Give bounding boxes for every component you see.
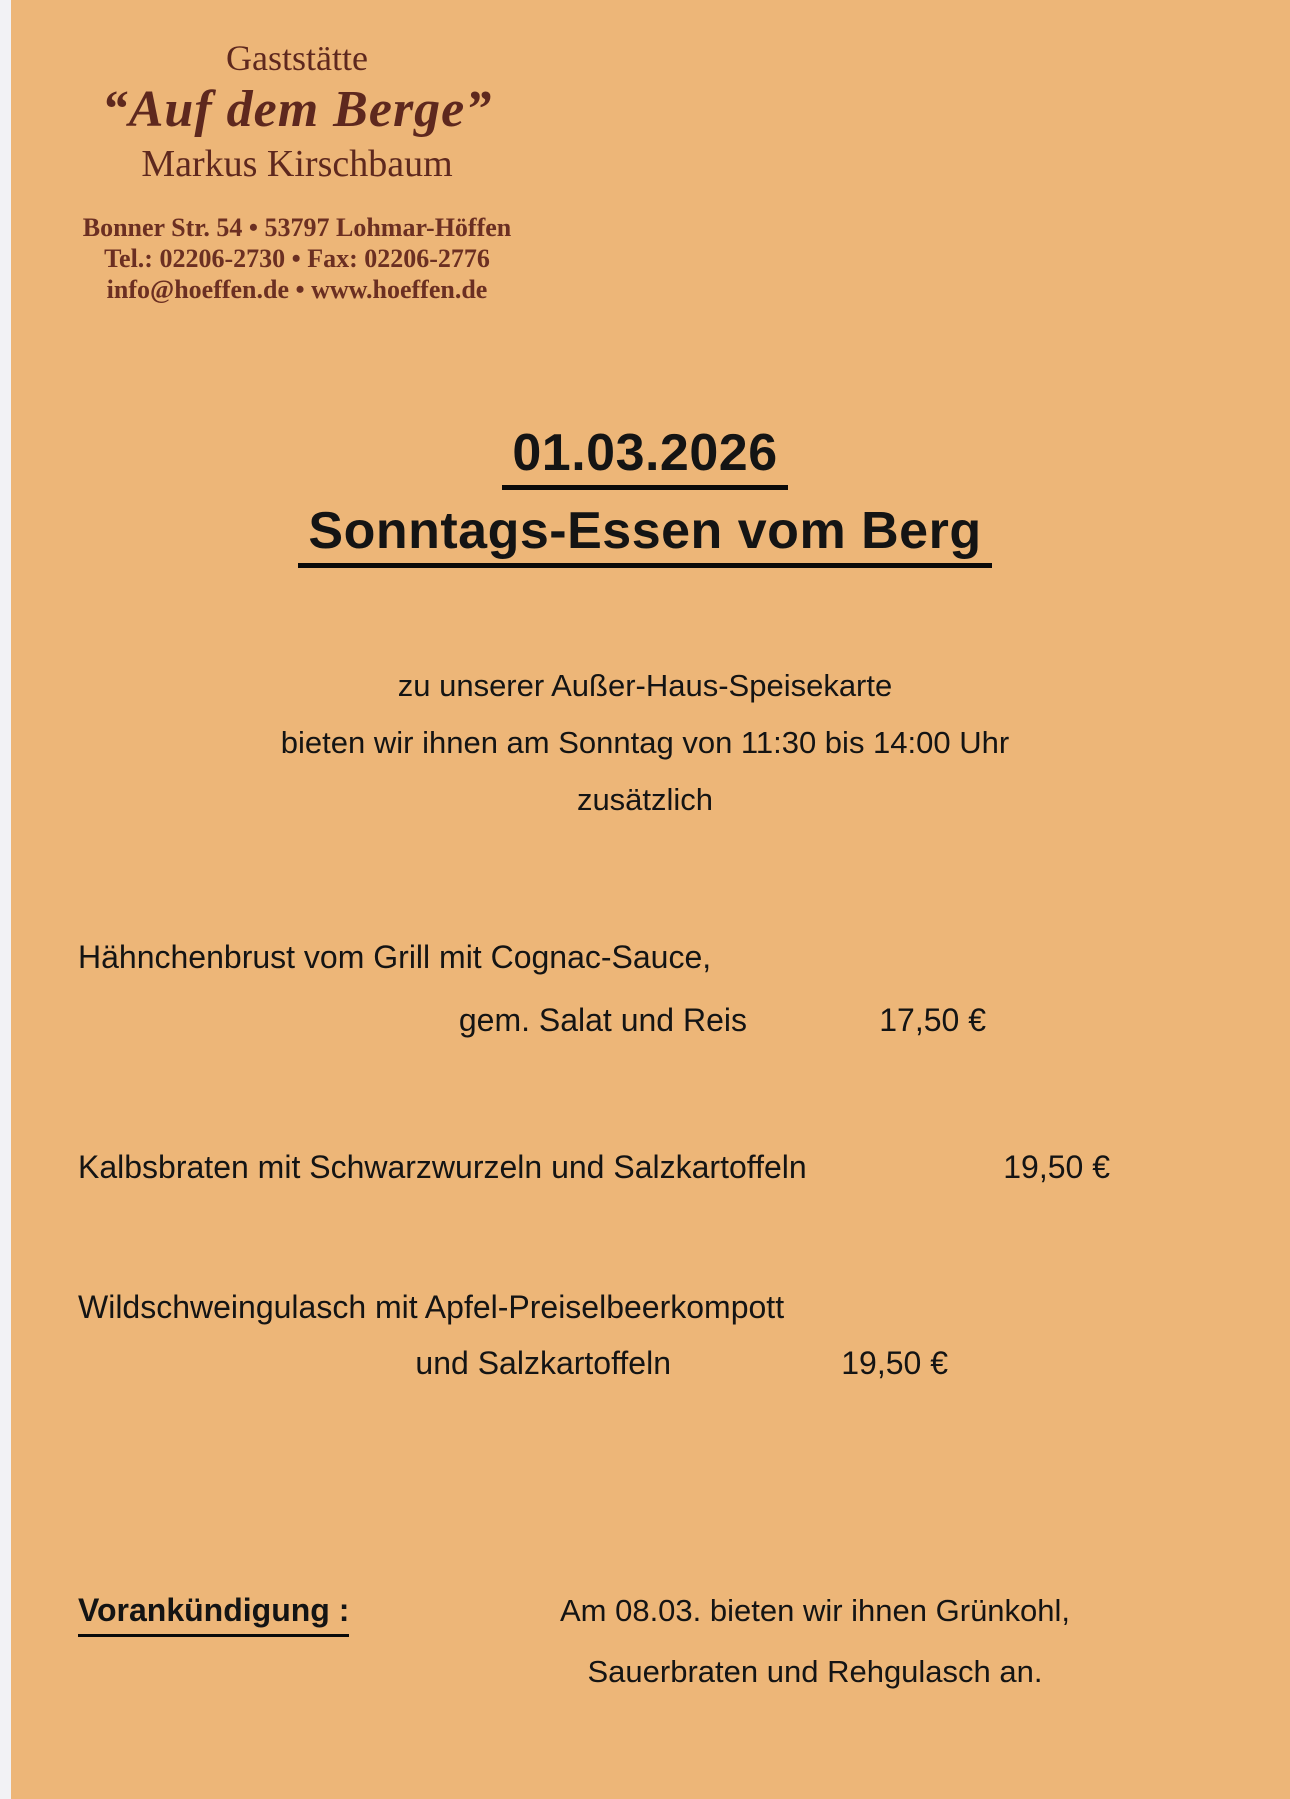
menu-date-line [0, 423, 1290, 483]
dish-continuation-row [78, 1328, 1110, 1384]
email-web-line: info@hoeffen.de • www.hoeffen.de [106, 275, 488, 304]
dish-name: Kalbsbraten mit Schwarzwurzeln und Salzkartoffeln [78, 1149, 807, 1185]
owner-name: Markus Kirschbaum [141, 143, 453, 185]
announcement-label-line [78, 1592, 349, 1629]
dish-continuation: gem. Salat und Reis [458, 1002, 747, 1038]
address-line: Bonner Str. 54 • 53797 Lohmar-Höffen [82, 213, 512, 242]
dish-continuation: und Salzkartoffeln [415, 1345, 671, 1381]
restaurant-name: “Auf dem Berge” [101, 81, 493, 138]
intro-line-1: zu unserer Außer-Haus-Speisekarte [397, 668, 893, 703]
intro-line-3: zusätzlich [576, 782, 714, 817]
dish-name: Wildschweingulasch mit Apfel-Preiselbeerkompott [78, 1289, 785, 1325]
menu-heading-line [0, 501, 1290, 561]
announcement-line-1: Am 08.03. bieten wir ihnen Grünkohl, [559, 1593, 1071, 1628]
menu-item [78, 1146, 1110, 1188]
contact-block [62, 212, 532, 305]
letterhead [62, 36, 532, 305]
menu-heading: Sonntags-Essen vom Berg [298, 502, 991, 568]
phone-fax-line: Tel.: 02206-2730 • Fax: 02206-2776 [104, 244, 490, 273]
dish-price: 19,50 € [841, 1345, 948, 1381]
announcement-label: Vorankündigung : [78, 1592, 349, 1637]
menu-date: 01.03.2026 [502, 424, 787, 490]
announcement-line-2: Sauerbraten und Rehgulasch an. [587, 1654, 1043, 1689]
dish-row [78, 1146, 1110, 1188]
establishment-type: Gaststätte [226, 38, 368, 78]
announcement-text [515, 1580, 1115, 1702]
dish-price: 17,50 € [879, 1002, 986, 1038]
dish-price: 19,50 € [1003, 1149, 1110, 1185]
menu-item [78, 936, 1110, 1041]
scan-edge-strip [0, 0, 11, 1799]
dish-name: Hähnchenbrust vom Grill mit Cognac-Sauce, [78, 939, 712, 975]
intro-paragraph [0, 657, 1290, 828]
intro-line-2: bieten wir ihnen am Sonntag von 11:30 bis 14:00 Uhr [280, 725, 1010, 760]
dish-continuation-row [78, 978, 1110, 1041]
menu-item [78, 1286, 1110, 1384]
